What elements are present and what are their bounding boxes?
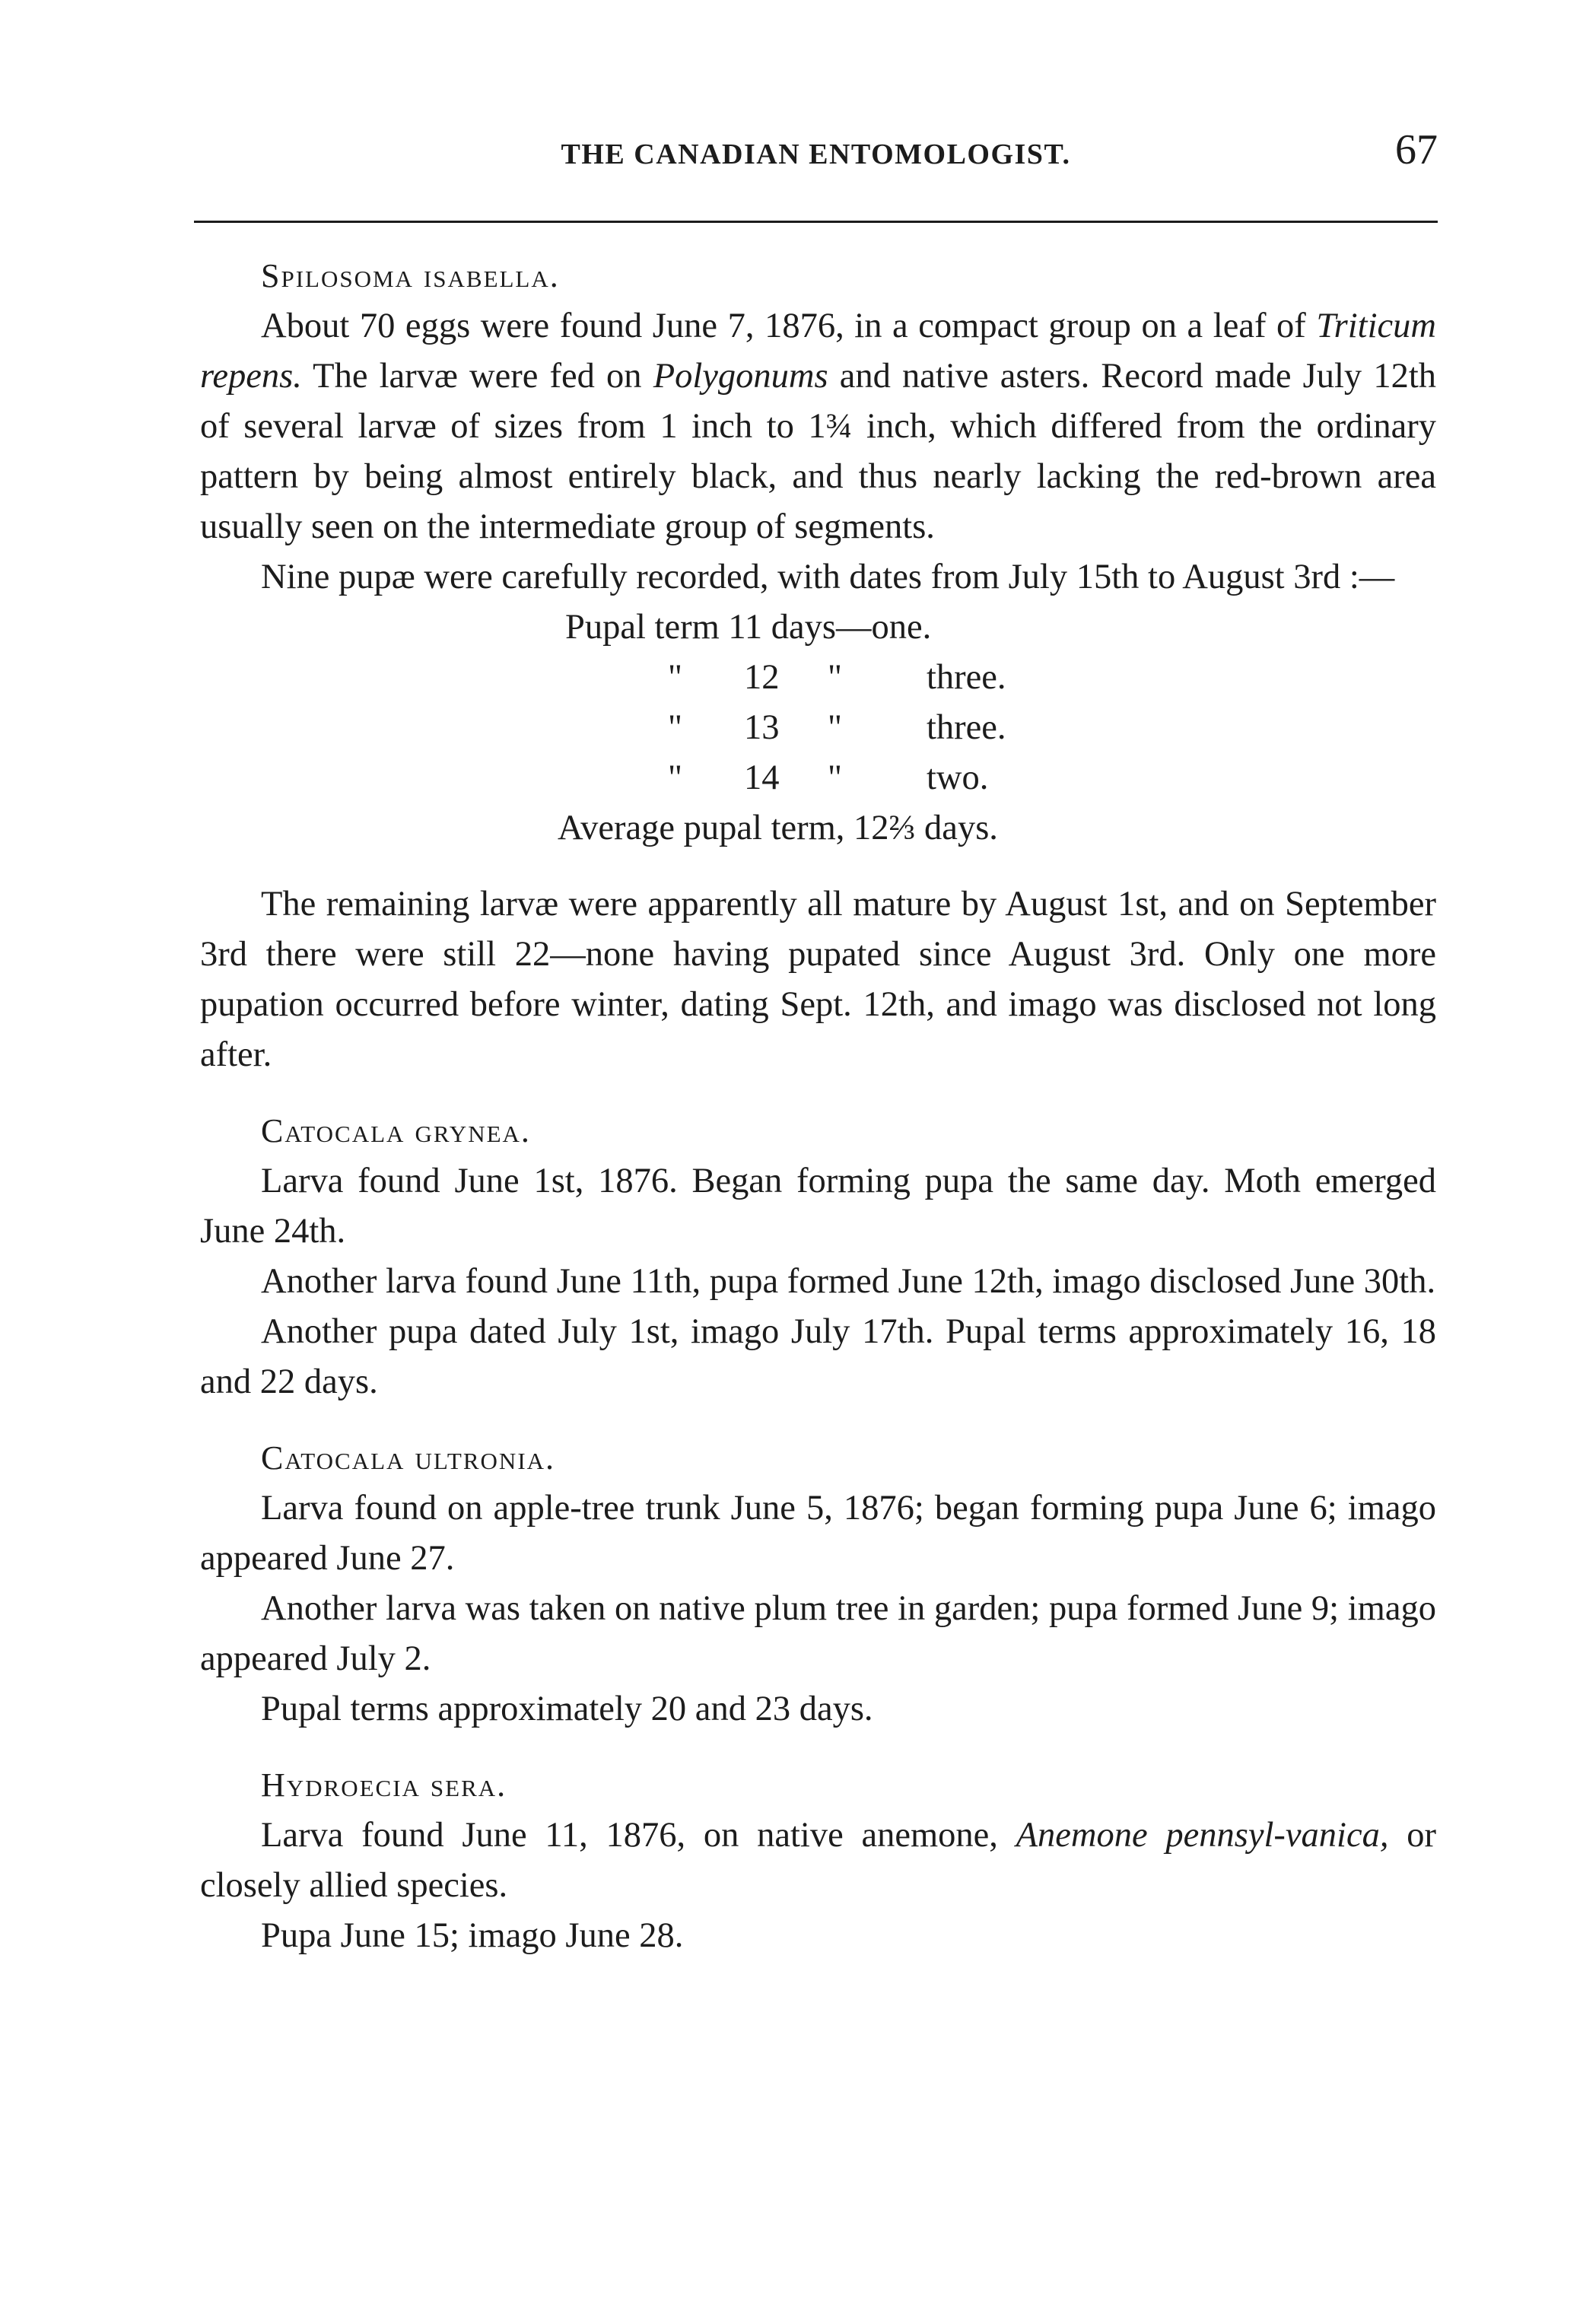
pupal-days: 13 (744, 708, 780, 747)
pupal-count: three. (927, 658, 1006, 697)
ditto-mark: " (668, 658, 682, 697)
pupal-count: three. (927, 708, 1006, 747)
header-rule (194, 221, 1438, 223)
page-number: 67 (1395, 126, 1438, 173)
ditto-mark: " (668, 708, 682, 747)
text-run: About 70 eggs were found June 7, 1876, in a compact group on a leaf of (261, 307, 1317, 345)
section-heading-hydroecia-sera: Hydroecia sera. (261, 1766, 507, 1804)
paragraph: Larva found on apple-tree trunk June 5, 1876; began forming pupa June 6; imago appeared June 27. (200, 1489, 1436, 1578)
pupal-row (565, 753, 1250, 803)
pupal-row (565, 602, 1250, 653)
pupal-row-first: Pupal term 11 days—one. (565, 608, 932, 647)
spacer (200, 854, 1436, 879)
pupal-term-table (565, 602, 1250, 803)
pupal-count: two. (927, 758, 989, 797)
paragraph: Pupa June 15; imago June 28. (261, 1916, 684, 1955)
paragraph: Another pupa dated July 1st, imago July 17th. Pupal terms approximately 16, 18 and 22 days. (200, 1312, 1436, 1401)
text-run: or closely allied species. (200, 1816, 1436, 1905)
ditto-mark: " (668, 758, 682, 797)
spacer (200, 1407, 1436, 1433)
text-run: and native asters. Record made July 12th of several larvæ of sizes from 1 inch to 1¾ inch, which differed from the ordinary pattern by being almost entirely black, and thus nearly lacking the red-brown area usually seen on the intermediate group of segments. (200, 357, 1436, 546)
spacer (200, 1734, 1436, 1760)
paragraph-spilosoma-eggs (200, 301, 1436, 552)
ditto-mark: " (828, 758, 842, 797)
paragraph (200, 1811, 1436, 1911)
paragraph: Larva found June 1st, 1876. Began forming pupa the same day. Moth emerged June 24th. (200, 1162, 1436, 1251)
text-run: Larva found June 11, 1876, on native anemone, (261, 1816, 1016, 1855)
running-head (194, 126, 1438, 194)
ditto-mark: " (828, 708, 842, 747)
paragraph-spilosoma-pupae: Nine pupæ were carefully recorded, with dates from July 15th to August 3rd :— (261, 558, 1395, 596)
species-name-anemone: Anemone pennsyl-vanica, (1016, 1816, 1389, 1855)
section-heading-spilosoma: Spilosoma isabella. (261, 257, 560, 294)
ditto-mark: " (828, 658, 842, 697)
running-title: THE CANADIAN ENTOMOLOGIST. (561, 138, 1071, 170)
pupal-days: 14 (744, 758, 780, 797)
paragraph: Pupal terms approximately 20 and 23 days. (261, 1690, 873, 1728)
paragraph: Another larva found June 11th, pupa formed June 12th, imago disclosed June 30th. (261, 1262, 1436, 1301)
pupal-days: 12 (744, 658, 780, 697)
paragraph-spilosoma-closing: The remaining larvæ were apparently all mature by August 1st, and on September 3rd there were still 22—none having pupated since August 3rd. Only one more pupation occurred before winter, dating Sept. 12th, and imago was disclosed not long after. (200, 885, 1436, 1074)
genus-name-polygonums: Polygonums (653, 357, 828, 396)
section-heading-catocala-ultronia: Catocala ultronia. (261, 1439, 556, 1477)
species-name-triticum: Triticum repens. (200, 307, 1436, 396)
text-run: The larvæ were fed on (301, 357, 653, 396)
spacer (200, 1080, 1436, 1106)
article-body (200, 251, 1436, 1961)
paragraph: Another larva was taken on native plum tree in garden; pupa formed June 9; imago appeared July 2. (200, 1589, 1436, 1678)
pupal-row (565, 653, 1250, 703)
pupal-row (565, 703, 1250, 753)
average-pupal-term: Average pupal term, 12⅔ days. (558, 809, 998, 847)
section-heading-catocala-grynea: Catocala grynea. (261, 1112, 531, 1149)
